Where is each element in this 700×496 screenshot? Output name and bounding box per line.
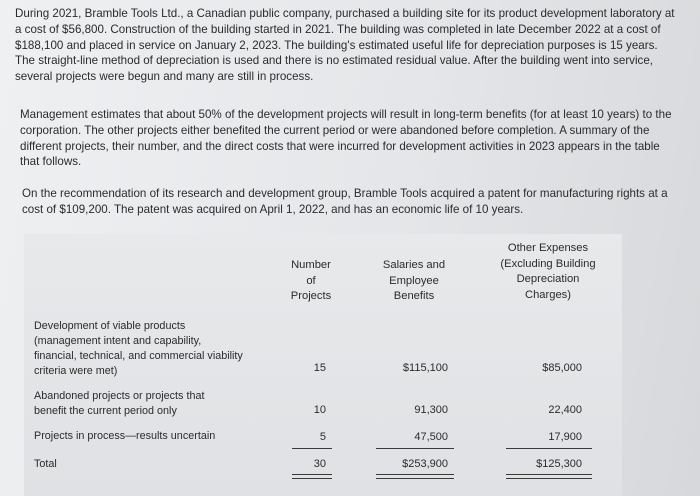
label-line: (management intent and capability,	[34, 335, 202, 347]
patent-paragraph: On the recommendation of its research and development group, Bramble Tools acquired a patent for manufacturing rights at a cost of $109,200. The patent was acquired on April 1, 2022, and has an economic life of 10 years.	[22, 187, 668, 216]
cell-salaries: 91,300	[414, 404, 448, 416]
header-salaries	[364, 258, 464, 305]
cell-salaries: 47,500	[414, 431, 448, 443]
label-line: financial, technical, and commercial viability	[34, 350, 243, 362]
cell-salaries-total: $253,900	[402, 458, 448, 470]
subtotal-rule	[376, 448, 454, 449]
cell-number: 5	[319, 431, 326, 443]
header-line: Projects	[290, 290, 332, 302]
label-line: Abandoned projects or projects that	[34, 390, 205, 402]
header-line: Benefits	[393, 290, 435, 302]
header-line: (Excluding Building	[500, 257, 596, 270]
label-line: Total	[34, 458, 57, 470]
total-double-rule	[292, 474, 332, 479]
header-number-of-projects	[276, 258, 346, 305]
row-label-abandoned	[34, 389, 274, 419]
label-line: criteria were met)	[34, 365, 118, 377]
header-line: Employee	[389, 274, 439, 287]
total-double-rule	[376, 474, 454, 479]
cell-other-total: $125,300	[536, 458, 582, 470]
header-line: Depreciation	[516, 273, 580, 285]
subtotal-rule	[292, 448, 332, 449]
subtotal-rule	[506, 448, 592, 449]
label-line: Projects in process—results uncertain	[34, 430, 216, 442]
row-label-total	[34, 457, 274, 472]
total-double-rule	[506, 474, 592, 479]
label-line: Development of viable products	[34, 320, 186, 332]
cell-other: 22,400	[548, 404, 582, 416]
cell-number: 15	[313, 362, 326, 374]
label-line: benefit the current period only	[34, 405, 177, 417]
header-other-expenses	[482, 241, 614, 303]
header-line: Number	[291, 259, 331, 271]
header-line: Charges)	[524, 288, 571, 301]
cell-other: 17,900	[548, 431, 582, 443]
row-label-in-process	[34, 429, 274, 444]
header-line: of	[306, 274, 316, 287]
cell-other: $85,000	[542, 362, 582, 374]
row-label-development	[34, 319, 274, 379]
building-paragraph: During 2021, Bramble Tools Ltd., a Canadian public company, purchased a building site for its product development laboratory at a cost of $56,800. Construction of the building started in 2021. The building was completed in late December 2022 at a cost of $188,100 and placed in service on January 2, 2023. The building's estimated useful life for depreciation purposes is 15 years. The straight-line method of depreciation is used and there is no estimated residual value. After the building went into service, several projects were begun and many are still in process.	[15, 7, 675, 84]
cell-number: 10	[313, 404, 326, 416]
header-line: Other Expenses	[507, 242, 589, 254]
cell-salaries: $115,100	[402, 362, 448, 374]
cell-number-total: 30	[313, 458, 326, 470]
header-line: Salaries and	[382, 259, 446, 271]
projects-table	[24, 234, 622, 496]
management-paragraph: Management estimates that about 50% of the development projects will result in long-term benefits (for at least 10 years) to the corporation. The other projects either benefited the current period or were abandoned before completion. A summary of the different projects, their number, and the direct costs that were incurred for development activities in 2023 appears in the table that follows.	[20, 108, 672, 169]
